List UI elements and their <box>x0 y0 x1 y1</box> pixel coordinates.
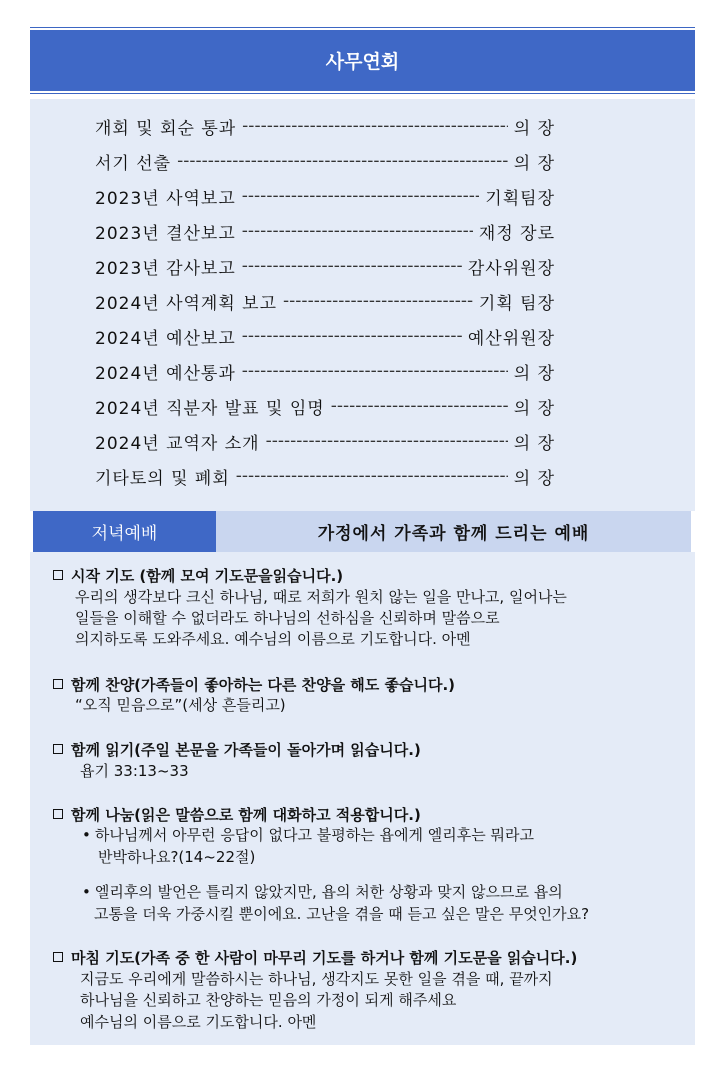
opening-prayer-heading: 시작 기도 (함께 모여 기도문을읽습니다.) <box>53 566 343 586</box>
agenda-presenter: 예산위원장 <box>467 328 555 349</box>
leader-dashes <box>242 186 480 206</box>
agenda-row <box>95 253 555 279</box>
leader-dashes <box>177 151 508 171</box>
leader-dashes <box>331 396 508 416</box>
checkbox-square-icon <box>53 744 63 754</box>
closing-prayer-line: 지금도 우리에게 말씀하시는 하나님, 생각지도 못한 일을 겪을 때, 끝까지 <box>80 970 553 988</box>
agenda-presenter: 의 장 <box>513 433 555 454</box>
agenda-presenter: 의 장 <box>513 468 555 489</box>
section-bar <box>33 511 691 552</box>
agenda-presenter: 의 장 <box>513 153 555 174</box>
checkbox-square-icon <box>53 809 63 819</box>
section-title-family-worship: 가정에서 가족과 함께 드리는 예배 <box>216 511 691 552</box>
opening-prayer-line: 의지하도록 도와주세요. 예수님의 이름으로 기도합니다. 아멘 <box>75 630 471 648</box>
sharing-question-line: 반박하나요?(14~22절) <box>98 848 256 866</box>
leader-dashes <box>242 221 473 241</box>
agenda-item: 2023년 결산보고 <box>95 223 236 244</box>
opening-prayer-line: 일들을 이해할 수 없더라도 하나님의 선하심을 신뢰하며 말씀으로 <box>75 609 500 627</box>
agenda-item: 개회 및 회순 통과 <box>95 118 237 139</box>
agenda-item: 서기 선출 <box>95 153 172 174</box>
checkbox-square-icon <box>53 679 63 689</box>
agenda-row <box>95 463 555 489</box>
agenda-row <box>95 393 555 419</box>
agenda-item: 2024년 직분자 발표 및 임명 <box>95 398 325 419</box>
reading-heading: 함께 읽기(주일 본문을 가족들이 돌아가며 읽습니다.) <box>53 740 421 760</box>
leader-dashes <box>283 291 473 311</box>
agenda-item: 2024년 예산통과 <box>95 363 236 384</box>
bullet-icon: • <box>82 826 91 844</box>
header-bottom-rule <box>30 93 695 94</box>
bullet-icon: • <box>82 883 91 901</box>
closing-prayer-line: 하나님을 신뢰하고 찬양하는 믿음의 가정이 되게 해주세요 <box>80 991 457 1009</box>
agenda-row <box>95 288 555 314</box>
agenda-presenter: 기획팀장 <box>485 188 555 209</box>
agenda-presenter: 재정 장로 <box>478 223 555 244</box>
agenda-item: 기타토의 및 폐회 <box>95 468 230 489</box>
leader-dashes <box>266 431 508 451</box>
checkbox-square-icon <box>53 952 63 962</box>
agenda-presenter: 의 장 <box>513 118 555 139</box>
agenda-row <box>95 323 555 349</box>
closing-prayer-heading: 마침 기도(가족 중 한 사람이 마무리 기도를 하거나 함께 기도문을 읽습니다.) <box>53 948 577 968</box>
agenda-item: 2023년 감사보고 <box>95 258 236 279</box>
agenda-item: 2023년 사역보고 <box>95 188 236 209</box>
agenda-presenter: 의 장 <box>513 363 555 384</box>
sharing-question-line: 고통을 더욱 가중시킬 뿐이에요. 고난을 겪을 때 듣고 싶은 말은 무엇인가요? <box>94 905 590 923</box>
agenda-row <box>95 428 555 454</box>
agenda-presenter: 감사위원장 <box>467 258 555 279</box>
praise-song: “오직 믿음으로”(세상 흔들리고) <box>75 696 286 714</box>
sharing-heading: 함께 나눔(읽은 말씀으로 함께 대화하고 적용합니다.) <box>53 805 421 825</box>
agenda-item: 2024년 예산보고 <box>95 328 236 349</box>
leader-dashes <box>242 116 508 136</box>
checkbox-square-icon <box>53 570 63 580</box>
leader-dashes <box>242 361 508 381</box>
sharing-question-line: • 하나님께서 아무런 응답이 없다고 불평하는 욥에게 엘리후는 뭐라고 <box>82 826 534 844</box>
agenda-row <box>95 358 555 384</box>
praise-heading: 함께 찬양(가족들이 좋아하는 다른 찬양을 해도 좋습니다.) <box>53 675 455 695</box>
section-label-evening-worship: 저녁예배 <box>33 511 216 552</box>
agenda-row <box>95 183 555 209</box>
opening-prayer-line: 우리의 생각보다 크신 하나님, 때로 저희가 원치 않는 일을 만나고, 일어나는 <box>75 588 567 606</box>
agenda-row <box>95 218 555 244</box>
agenda-item: 2024년 사역계획 보고 <box>95 293 278 314</box>
agenda-presenter: 의 장 <box>513 398 555 419</box>
header-top-rule <box>30 27 695 28</box>
agenda-row <box>95 148 555 174</box>
agenda-item: 2024년 교역자 소개 <box>95 433 260 454</box>
agenda-row <box>95 113 555 139</box>
reading-passage: 욥기 33:13~33 <box>80 762 189 780</box>
agenda-presenter: 기획 팀장 <box>478 293 555 314</box>
page-title: 사무연회 <box>30 30 695 91</box>
leader-dashes <box>242 326 462 346</box>
leader-dashes <box>236 466 508 486</box>
sharing-question-line: • 엘리후의 발언은 틀리지 않았지만, 욥의 처한 상황과 맞지 않으므로 욥의 <box>82 883 563 901</box>
leader-dashes <box>242 256 462 276</box>
closing-prayer-line: 예수님의 이름으로 기도합니다. 아멘 <box>80 1013 317 1031</box>
